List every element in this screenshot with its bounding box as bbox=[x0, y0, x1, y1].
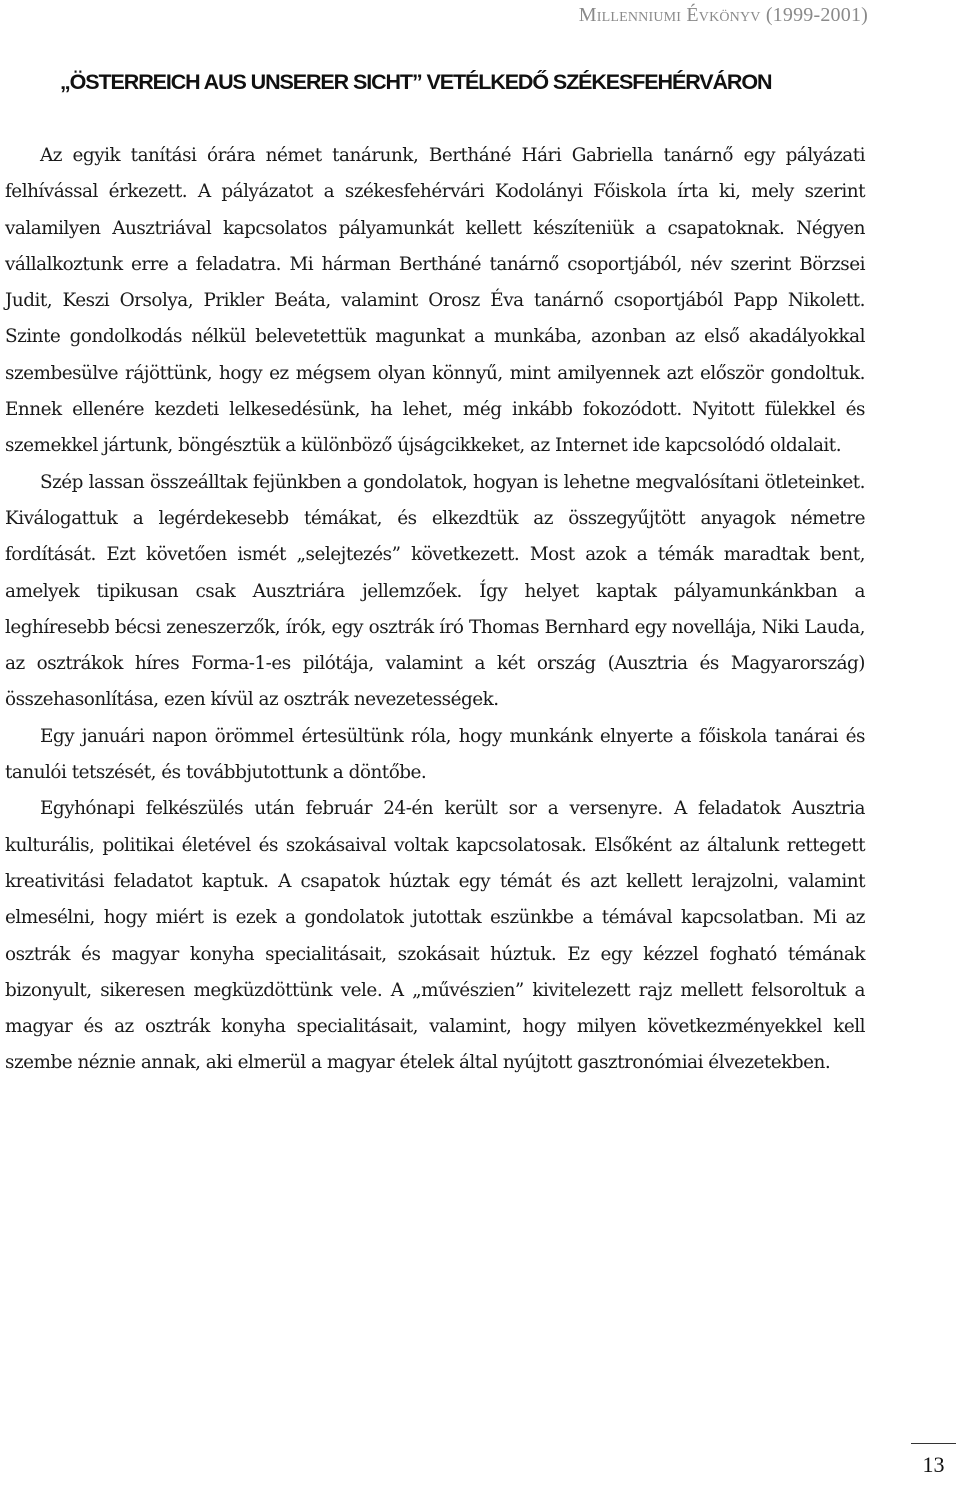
article-body bbox=[5, 138, 865, 1082]
paragraph-1: Az egyik tanítási órára német tanárunk, Bertháné Hári Gabriella tanárnő egy pályázati felhívással érkezett. A pályázatot a székesfehérvári Kodolányi Főiskola írta ki, mely szerint valamilyen Ausztriával kapcsolatos pályamunkát kellett készíteniük a csapatoknak. Négyen vállalkoztunk erre a feladatra. Mi hárman Bertháné tanárnő csoportjából, név szerint Börzsei Judit, Keszi Orsolya, Prikler Beáta, valamint Orosz Éva tanárnő csoportjából Papp Nikolett. Szinte gondolkodás nélkül belevetettük magunkat a munkába, azonban az első akadályokkal szembesülve rájöttünk, hogy ez mégsem olyan könnyű, mint amilyennek azt először gondoltuk. Ennek ellenére kezdeti lelkesedésünk, ha lehet, még inkább fokozódott. Nyitott fülekkel és szemekkel jártunk, böngésztük a különböző újságcikkeket, az Internet ide kapcsolódó oldalait. bbox=[5, 145, 865, 457]
paragraph-2: Szép lassan összeálltak fejünkben a gondolatok, hogyan is lehetne megvalósítani ötleteinket. Kiválogattuk a legérdekesebb témákat, és elkezdtük az összegyűjtött anyagok németre fordítását. Ezt követően ismét „selejtezés” következett. Most azok a témák maradtak bent, amelyek tipikusan csak Ausztriára jellemzőek. Így helyet kaptak pályamunkánkban a leghíresebb bécsi zeneszerzők, írók, egy osztrák író Thomas Bernhard egy novellája, Niki Lauda, az osztrákok híres Forma-1-es pilótája, valamint a két ország (Ausztria és Magyarország) összehasonlítása, ezen kívül az osztrák nevezetességek. bbox=[5, 471, 865, 711]
page-number: 13 bbox=[911, 1443, 956, 1478]
article-title: „ÖSTERREICH AUS UNSERER SICHT” VETÉLKEDŐ SZÉKESFEHÉRVÁRON bbox=[60, 70, 772, 94]
running-header: Millenniumi Évkönyv (1999-2001) bbox=[578, 4, 868, 26]
paragraph-4: Egyhónapi felkészülés után február 24-én került sor a versenyre. A feladatok Ausztria kulturális, politikai életével és szokásaival voltak kapcsolatosak. Elsőként az általunk rettegett kreativitási feladatot kaptuk. A csapatok húztak egy témát és azt kellett lerajzolni, valamint elmesélni, hogy miért is ezek a gondolatok jutottak eszünkbe a témával kapcsolatban. Mi az osztrák és magyar konyha specialitásait, szokásait húztuk. Ez egy kézzel fogható témának bizonyult, sikeresen megküzdöttünk vele. A „művészien” kivitelezett rajz mellett felsoroltuk a magyar és az osztrák konyha specialitásait, valamint, hogy milyen következményekkel kell szembe néznie annak, aki elmerül a magyar ételek által nyújtott gasztronómiai élvezetekben. bbox=[5, 798, 865, 1074]
paragraph-3: Egy januári napon örömmel értesültünk róla, hogy munkánk elnyerte a főiskola tanárai és tanulói tetszését, és továbbjutottunk a döntőbe. bbox=[5, 725, 865, 784]
